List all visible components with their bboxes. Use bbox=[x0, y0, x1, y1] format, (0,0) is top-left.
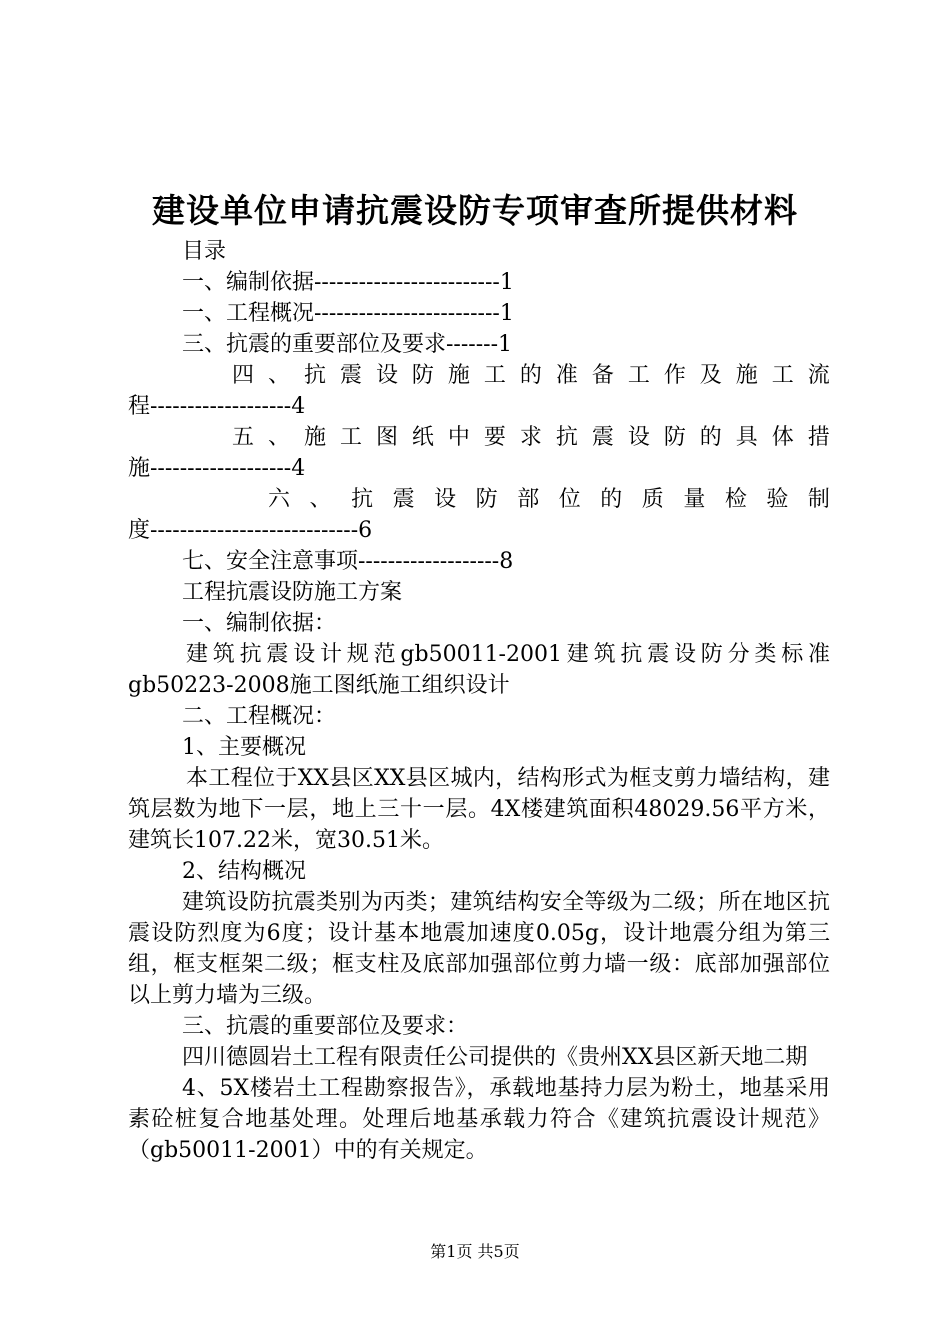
toc-char: 工 bbox=[483, 363, 506, 388]
page-footer: 第1页 共5页 bbox=[430, 1242, 520, 1261]
toc-char: 检 bbox=[724, 487, 747, 512]
toc-char: 量 bbox=[683, 487, 706, 512]
toc-char: 工 bbox=[339, 425, 362, 450]
toc-char: 震 bbox=[591, 425, 614, 450]
toc-char: 抗 bbox=[555, 425, 578, 450]
section-1-text: 建筑抗震设计规范gb50011-2001建筑抗震设防分类标准gb50223-2008施工图纸施工组织设计 bbox=[128, 642, 830, 698]
toc-char: 的 bbox=[519, 363, 542, 388]
toc-char: 抗 bbox=[351, 487, 374, 512]
toc-char: 求 bbox=[519, 425, 542, 450]
toc-char: 震 bbox=[339, 363, 362, 388]
section-3-paragraph-1 bbox=[128, 1042, 830, 1073]
toc-char: 防 bbox=[411, 363, 434, 388]
toc-char: 、 bbox=[309, 487, 332, 512]
section-2-1-text: 本工程位于XX县区XX县区城内，结构形式为框支剪力墙结构，建筑层数为地下一层，地上三十一层。4X楼建筑面积48029.56平方米，建筑长107.22米，宽30.51米。 bbox=[128, 766, 830, 853]
toc-char: 措 bbox=[807, 425, 830, 450]
toc-char: 防 bbox=[475, 487, 498, 512]
toc-char: 设 bbox=[434, 487, 457, 512]
toc-item-7: 七、安全注意事项-------------------8 bbox=[182, 549, 514, 574]
toc-item-6-first-line bbox=[128, 484, 830, 515]
toc-item-2: 一、工程概况-------------------------1 bbox=[182, 301, 514, 326]
toc-char: 施 bbox=[447, 363, 470, 388]
toc-char: 设 bbox=[627, 425, 650, 450]
toc-item-6-second-line: 度----------------------------6 bbox=[128, 518, 373, 543]
toc-char: 抗 bbox=[303, 363, 326, 388]
toc-char: 的 bbox=[699, 425, 722, 450]
toc-item-4-second-line: 程-------------------4 bbox=[128, 394, 306, 419]
toc-char: 震 bbox=[392, 487, 415, 512]
toc-char: 、 bbox=[267, 363, 290, 388]
toc-item-5-first-line bbox=[128, 422, 830, 453]
section-2-2-text: 建筑设防抗震类别为丙类；建筑结构安全等级为二级；所在地区抗震设防烈度为6度；设计基本地震加速度0.05g，设计地震分组为第三组，框支框架二级；框支柱及底部加强部位剪力墙一级：底部加强部位以上剪力墙为三级。 bbox=[128, 890, 830, 1008]
toc-char: 质 bbox=[641, 487, 664, 512]
section-3-text-1: 四川德圆岩土工程有限责任公司提供的《贵州XX县区新天地二期 bbox=[182, 1045, 808, 1070]
toc-char: 工 bbox=[627, 363, 650, 388]
toc-char: 施 bbox=[303, 425, 326, 450]
toc-char: 准 bbox=[555, 363, 578, 388]
toc-char: 验 bbox=[766, 487, 789, 512]
section-2-1-heading: 1、主要概况 bbox=[182, 735, 306, 760]
toc-char: 流 bbox=[807, 363, 830, 388]
toc-char: 体 bbox=[771, 425, 794, 450]
toc-item-5-second-line: 施-------------------4 bbox=[128, 456, 306, 481]
toc-char: 的 bbox=[600, 487, 623, 512]
section-2-2-heading: 2、结构概况 bbox=[182, 859, 306, 884]
toc-char: 、 bbox=[267, 425, 290, 450]
document-body bbox=[128, 236, 830, 1166]
toc-char: 备 bbox=[591, 363, 614, 388]
toc-char: 图 bbox=[375, 425, 398, 450]
toc-heading: 目录 bbox=[182, 239, 227, 264]
toc-char: 制 bbox=[807, 487, 830, 512]
section-1-heading: 一、编制依据： bbox=[182, 611, 337, 636]
toc-char: 要 bbox=[483, 425, 506, 450]
toc-char: 工 bbox=[771, 363, 794, 388]
toc-item-1: 一、编制依据-------------------------1 bbox=[182, 270, 514, 295]
toc-char: 中 bbox=[447, 425, 470, 450]
section-2-2-paragraph bbox=[128, 887, 830, 1011]
toc-char: 防 bbox=[663, 425, 686, 450]
toc-char: 位 bbox=[558, 487, 581, 512]
plan-title: 工程抗震设防施工方案 bbox=[182, 580, 403, 605]
toc-char: 部 bbox=[517, 487, 540, 512]
toc-char: 及 bbox=[699, 363, 722, 388]
section-1-paragraph bbox=[128, 639, 830, 701]
section-3-heading: 三、抗震的重要部位及要求： bbox=[182, 1014, 469, 1039]
section-3-paragraph-2 bbox=[128, 1073, 830, 1166]
toc-item-3: 三、抗震的重要部位及要求-------1 bbox=[182, 332, 513, 357]
section-2-heading: 二、工程概况： bbox=[182, 704, 337, 729]
toc-char: 纸 bbox=[411, 425, 434, 450]
toc-char: 六 bbox=[268, 487, 291, 512]
toc-char: 设 bbox=[375, 363, 398, 388]
section-2-1-paragraph bbox=[128, 763, 830, 856]
toc-char: 五 bbox=[232, 425, 255, 450]
document-title: 建设单位申请抗震设防专项审查所提供材料 bbox=[152, 191, 798, 230]
toc-char: 具 bbox=[735, 425, 758, 450]
toc-char: 作 bbox=[663, 363, 686, 388]
section-3-text-2: 4、5X楼岩土工程勘察报告》，承载地基持力层为粉土，地基采用素砼桩复合地基处理。处理后地基承载力符合《建筑抗震设计规范》（gb50011-2001）中的有关规定。 bbox=[128, 1076, 830, 1163]
toc-char: 施 bbox=[735, 363, 758, 388]
toc-char: 四 bbox=[232, 363, 255, 388]
toc-item-4-first-line bbox=[128, 360, 830, 391]
